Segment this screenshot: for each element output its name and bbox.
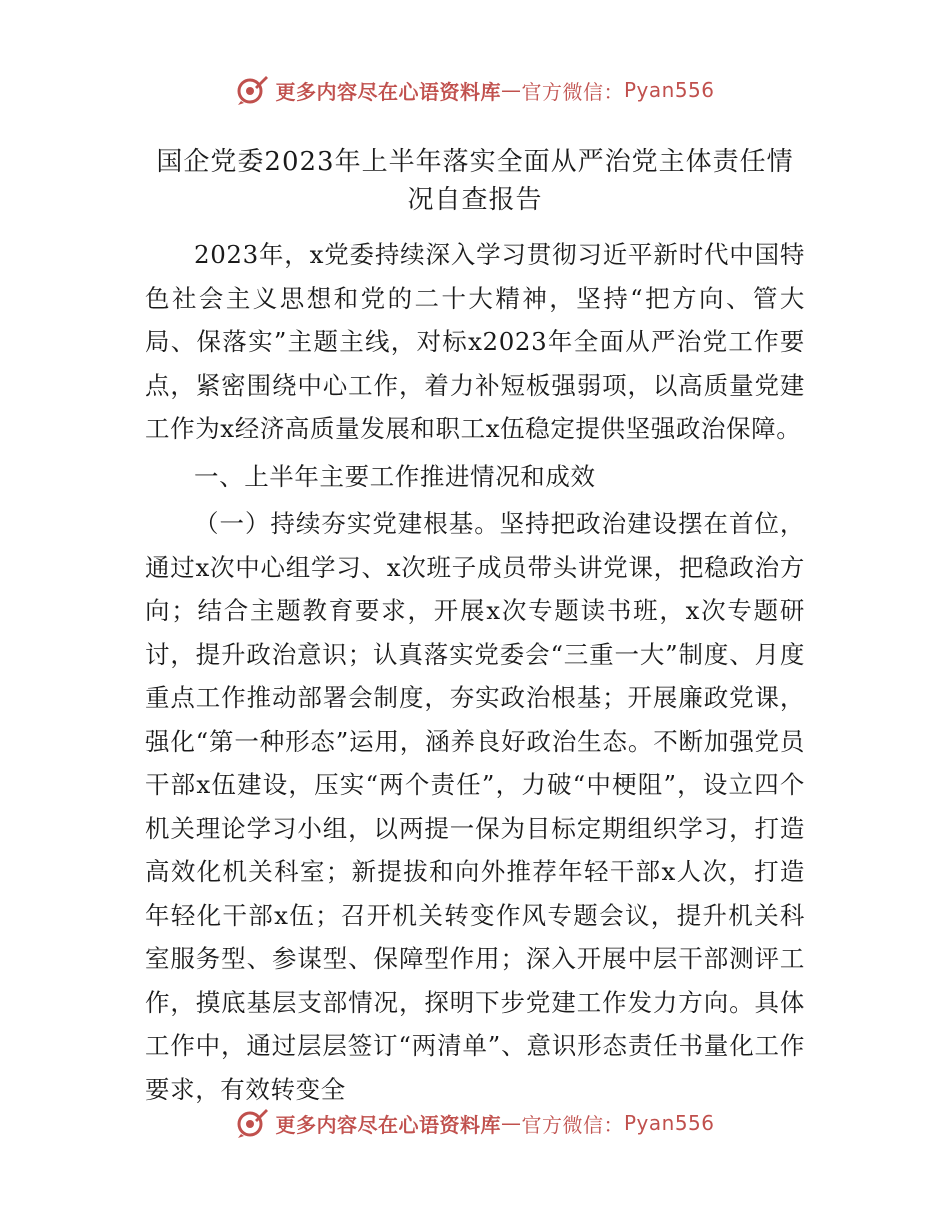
body-paragraph: （一）持续夯实党建根基。坚持把政治建设摆在首位，通过x次中心组学习、x次班子成员带头讲党课，把稳政治方向；结合主题教育要求，开展x次专题读书班，x次专题研讨，提升政治意识；认真落实党委会“三重一大”制度、月度重点工作推动部署会制度，夯实政治根基；开展廉政党课，强化“第一种形态”运用，涵养良好政治生态。不断加强党员干部x伍建设，压实“两个责任”，力破“中梗阻”，设立四个机关理论学习小组，以两提一保为目标定期组织学习，打造高效化机关科室；新提拔和向外推荐年轻干部x人次，打造年轻化干部x伍；召开机关转变作风专题会议，提升机关科室服务型、参谋型、保障型作用；深入开展中层干部测评工作，摸底基层支部情况，探明下步党建工作发力方向。具体工作中，通过层层签订“两清单”、意识形态责任书量化工作要求，有效转变全 — [145, 509, 805, 1104]
document-title: 国企党委2023年上半年落实全面从严治党主体责任情况自查报告 — [156, 147, 794, 215]
pen-seal-icon — [235, 1106, 269, 1140]
banner-wechat-id: Pyan556 — [623, 1111, 715, 1135]
banner-main-text: 更多内容尽在心语资料库 — [275, 1112, 501, 1137]
pen-seal-icon — [235, 73, 269, 107]
banner-wechat-label: 官方微信： — [521, 79, 624, 104]
banner-wechat-label: 官方微信： — [521, 1112, 624, 1137]
intro-paragraph: 2023年，x党委持续深入学习贯彻习近平新时代中国特色社会主义思想和党的二十大精神，坚持“把方向、管大局、保落实”主题主线，对标x2023年全面从严治党工作要点，紧密围绕中心工作，着力补短板强弱项，以高质量党建工作为x经济高质量发展和职工x伍稳定提供坚强政治保障。 — [145, 240, 805, 443]
banner-wechat-id: Pyan556 — [623, 78, 715, 102]
banner-dash: — — [500, 1111, 522, 1135]
banner-main-text: 更多内容尽在心语资料库 — [275, 79, 501, 104]
document-body — [145, 233, 805, 1111]
section-heading: 一、上半年主要工作推进情况和成效 — [194, 461, 596, 491]
header-banner — [0, 70, 950, 110]
banner-dash: — — [500, 78, 522, 102]
footer-banner — [0, 1103, 950, 1143]
